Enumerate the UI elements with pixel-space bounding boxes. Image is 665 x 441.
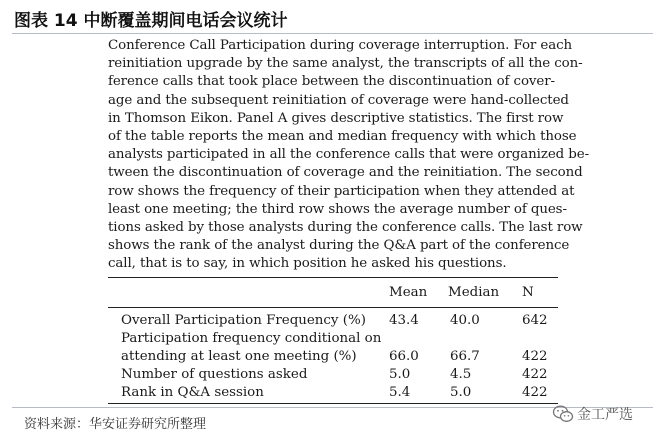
column-header-median: Median xyxy=(448,285,500,300)
description-paragraph xyxy=(108,37,589,274)
paragraph-line: Conference Call Participation during coverage interruption. For each xyxy=(108,38,572,53)
table-bottom-rule xyxy=(108,403,558,404)
paragraph-line: call, that is to say, in which position he asked his questions. xyxy=(108,256,507,272)
row-mean: 43.4 xyxy=(389,313,419,328)
column-header-n: N xyxy=(522,285,534,300)
row-label-continued: attending at least one meeting (%) xyxy=(121,349,357,364)
row-n: 422 xyxy=(522,367,548,382)
title-divider xyxy=(12,33,653,34)
paragraph-line: of the table reports the mean and median frequency with which those xyxy=(108,129,577,145)
table-header-rule xyxy=(108,307,558,308)
wechat-icon xyxy=(552,404,574,424)
row-median: 40.0 xyxy=(450,313,480,328)
source-note: 资料来源：华安证券研究所整理 xyxy=(24,417,207,432)
row-n: 422 xyxy=(522,349,548,364)
table-top-rule xyxy=(108,277,558,278)
row-n: 422 xyxy=(522,385,548,400)
paragraph-line: shows the rank of the analyst during the Q&A part of the conference xyxy=(108,238,570,254)
row-label: Overall Participation Frequency (%) xyxy=(121,313,366,328)
paragraph-line: least one meeting; the third row shows the average number of ques- xyxy=(108,201,567,217)
paragraph-line: reinitiation upgrade by the same analyst, the transcripts of all the con- xyxy=(108,56,583,72)
row-label: Number of questions asked xyxy=(121,367,308,382)
paragraph-line: analysts participated in all the conference calls that were organized be- xyxy=(108,147,589,163)
row-label: Rank in Q&A session xyxy=(121,385,264,400)
paragraph-line: tions asked by those analysts during the conference calls. The last row xyxy=(108,220,583,236)
row-median: 4.5 xyxy=(450,367,472,382)
paragraph-line: age and the subsequent reinitiation of coverage were hand-collected xyxy=(108,92,569,108)
paragraph-line: in Thomson Eikon. Panel A gives descriptive statistics. The first row xyxy=(108,110,564,126)
paragraph-line: tween the discontinuation of coverage and the reinitiation. The second xyxy=(108,165,583,181)
column-header-mean: Mean xyxy=(389,285,428,300)
row-median: 66.7 xyxy=(450,349,480,364)
row-mean: 5.0 xyxy=(389,367,411,382)
row-mean: 66.0 xyxy=(389,349,419,364)
row-median: 5.0 xyxy=(450,385,472,400)
watermark-text: 金工严选 xyxy=(577,407,633,423)
paragraph-line: row shows the frequency of their participation when they attended at xyxy=(108,183,575,199)
figure-title: 图表 14 中断覆盖期间电话会议统计 xyxy=(14,11,288,31)
row-n: 642 xyxy=(522,313,548,328)
paragraph-line: ference calls that took place between the discontinuation of cover- xyxy=(108,74,555,90)
row-label: Participation frequency conditional on xyxy=(121,331,382,346)
row-mean: 5.4 xyxy=(389,385,411,400)
